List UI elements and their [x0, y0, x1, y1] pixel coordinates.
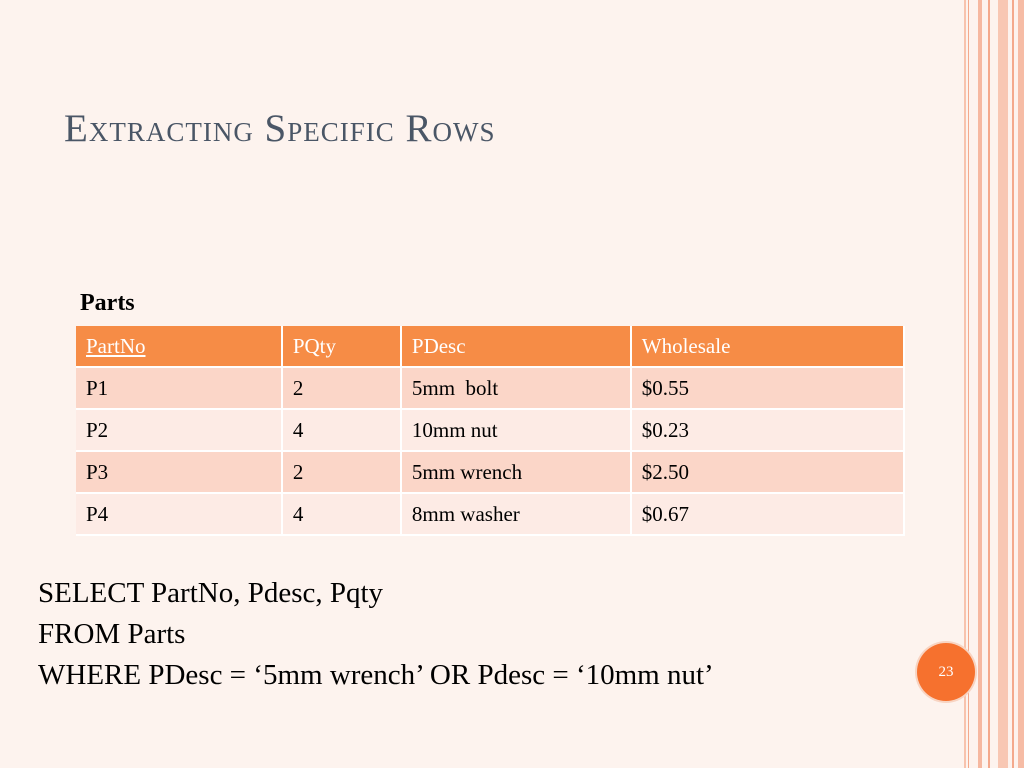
- slide-title: Extracting Specific Rows: [64, 107, 496, 150]
- table-row: [76, 493, 904, 535]
- table-header-row: [76, 326, 904, 367]
- decorative-stripes: [964, 0, 1024, 768]
- parts-table: [76, 326, 905, 536]
- cell-pdesc: 10mm nut: [401, 409, 631, 451]
- cell-pqty: 2: [282, 451, 401, 493]
- column-header-wholesale: Wholesale: [631, 326, 904, 367]
- cell-wholesale: $2.50: [631, 451, 904, 493]
- cell-partno: P2: [76, 409, 282, 451]
- cell-partno: P3: [76, 451, 282, 493]
- cell-pdesc: 8mm washer: [401, 493, 631, 535]
- cell-wholesale: $0.55: [631, 367, 904, 409]
- cell-wholesale: $0.23: [631, 409, 904, 451]
- table-row: [76, 409, 904, 451]
- cell-pdesc: 5mm bolt: [401, 367, 631, 409]
- cell-wholesale: $0.67: [631, 493, 904, 535]
- table-caption: Parts: [80, 290, 135, 316]
- cell-partno: P1: [76, 367, 282, 409]
- table-row: [76, 367, 904, 409]
- cell-pdesc: 5mm wrench: [401, 451, 631, 493]
- column-header-pdesc: PDesc: [401, 326, 631, 367]
- cell-pqty: 4: [282, 409, 401, 451]
- sql-where-line: WHERE PDesc = ‘5mm wrench’ OR Pdesc = ‘10mm nut’: [38, 659, 714, 691]
- cell-pqty: 4: [282, 493, 401, 535]
- cell-partno: P4: [76, 493, 282, 535]
- column-header-pqty: PQty: [282, 326, 401, 367]
- column-header-partno[interactable]: PartNo: [76, 326, 282, 367]
- sql-select-line: SELECT PartNo, Pdesc, Pqty: [38, 577, 384, 609]
- sql-query: [38, 573, 714, 696]
- sql-from-line: FROM Parts: [38, 618, 186, 650]
- table-row: [76, 451, 904, 493]
- page-number-badge: 23: [917, 643, 975, 701]
- cell-pqty: 2: [282, 367, 401, 409]
